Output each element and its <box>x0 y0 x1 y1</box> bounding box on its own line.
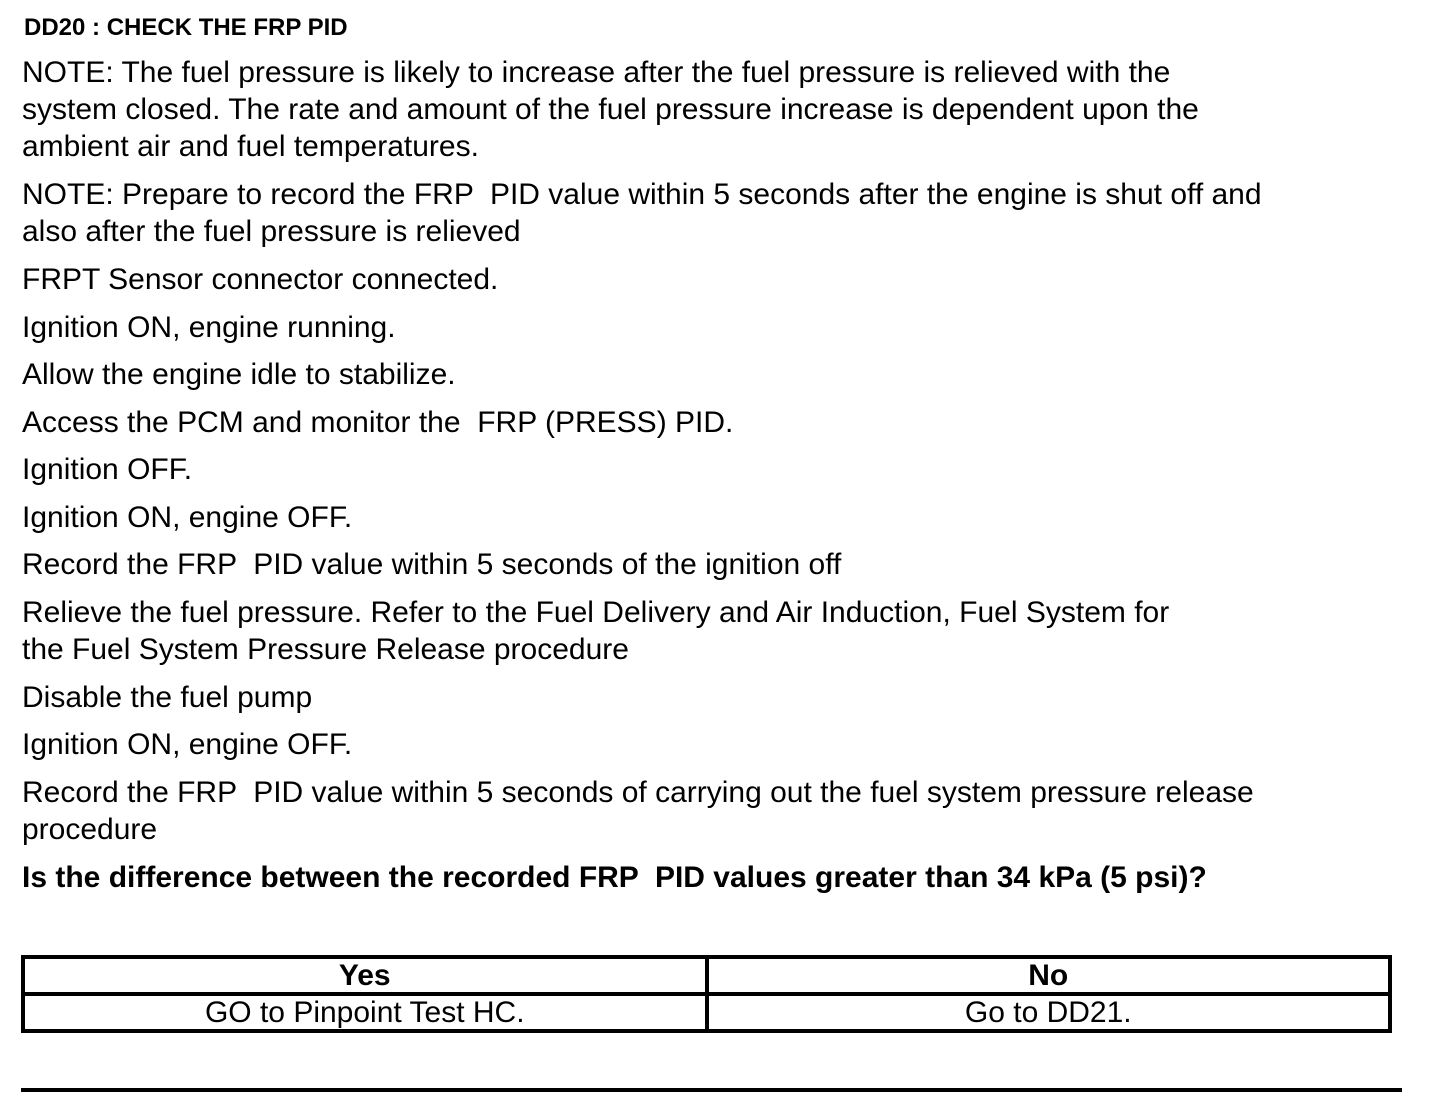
note-prepare-to-record: NOTE: Prepare to record the FRP PID value within 5 seconds after the engine is shut off and also after the fuel pressure is relieved <box>22 178 1262 248</box>
step-relieve-fuel-pressure: Relieve the fuel pressure. Refer to the Fuel Delivery and Air Induction, Fuel System for the Fuel System Pressure Release procedure <box>22 596 1170 666</box>
step-ignition-off: Ignition OFF. <box>22 453 193 486</box>
table-row <box>23 994 1390 1031</box>
table-header-row <box>23 957 1390 994</box>
yes-action: GO to Pinpoint Test HC. <box>23 994 707 1031</box>
step-idle-stabilize: Allow the engine idle to stabilize. <box>22 358 456 391</box>
note-fuel-pressure-increase: NOTE: The fuel pressure is likely to increase after the fuel pressure is relieved with the system closed. The rate and amount of the fuel pressure increase is dependent upon the ambient air and fuel temperatures. <box>22 56 1199 163</box>
step-ignition-on-engine-off: Ignition ON, engine OFF. <box>22 501 353 534</box>
no-action: Go to DD21. <box>707 994 1391 1031</box>
step-record-pid-after-release: Record the FRP PID value within 5 seconds of carrying out the fuel system pressure release procedure <box>22 776 1254 846</box>
result-table <box>21 955 1392 1033</box>
step-heading: DD20 : CHECK THE FRP PID <box>24 14 348 41</box>
step-ignition-on-running: Ignition ON, engine running. <box>22 311 396 344</box>
header-yes: Yes <box>23 957 707 994</box>
step-disable-fuel-pump: Disable the fuel pump <box>22 681 313 714</box>
bottom-divider <box>21 1088 1402 1092</box>
step-sensor-connected: FRPT Sensor connector connected. <box>22 263 499 296</box>
header-no: No <box>707 957 1391 994</box>
step-monitor-pid: Access the PCM and monitor the FRP (PRESS) PID. <box>22 406 734 439</box>
step-ignition-on-engine-off-2: Ignition ON, engine OFF. <box>22 728 353 761</box>
step-record-pid-ignition-off: Record the FRP PID value within 5 seconds of the ignition off <box>22 548 842 581</box>
diagnostic-question: Is the difference between the recorded FRP PID values greater than 34 kPa (5 psi)? <box>22 861 1207 894</box>
